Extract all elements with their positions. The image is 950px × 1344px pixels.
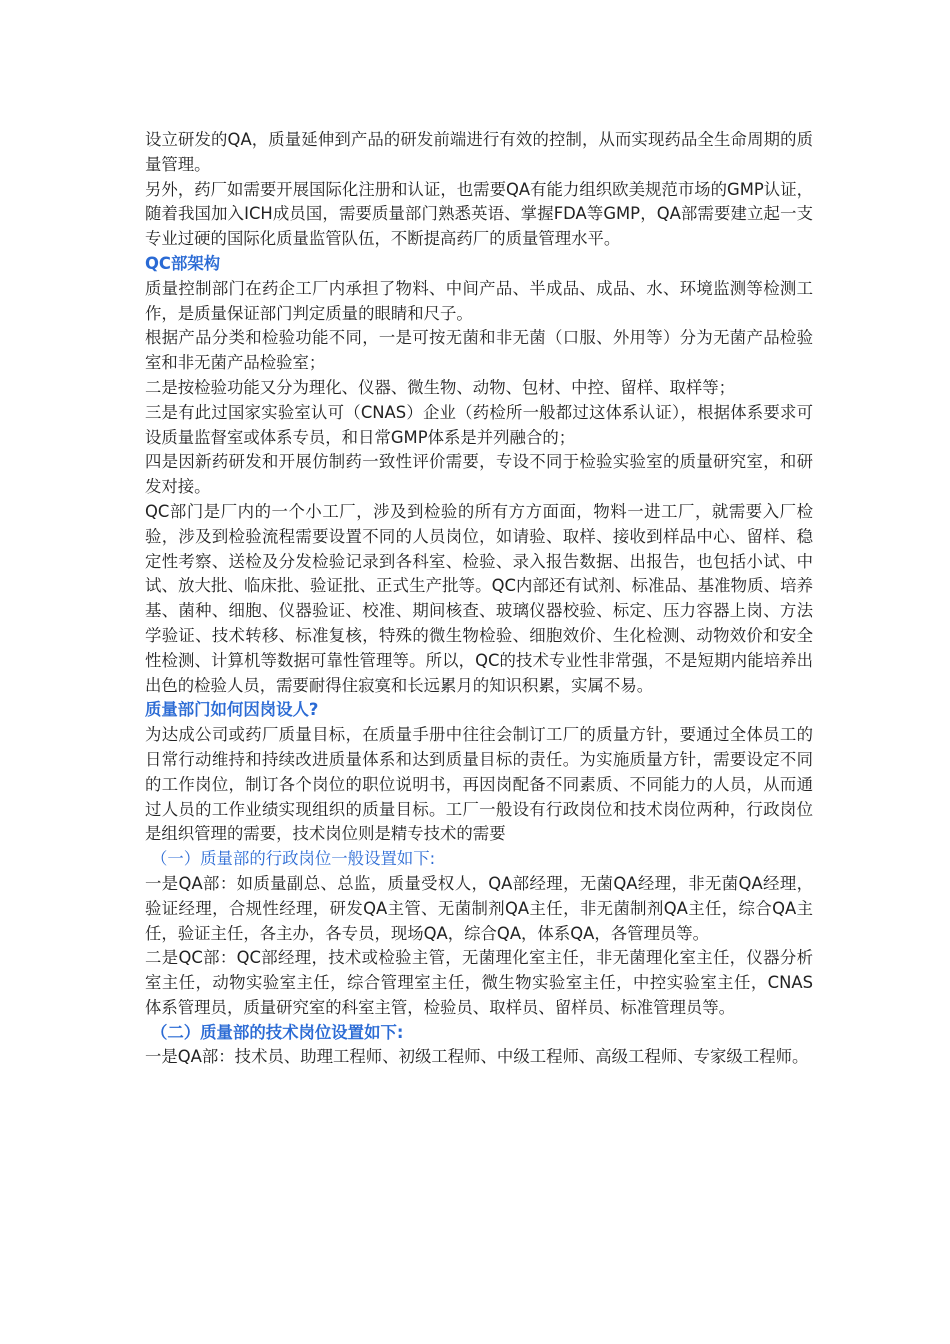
subheading-admin-positions: （一）质量部的行政岗位一般设置如下: (151, 849, 436, 869)
paragraph-qc-cnas: 三是有此过国家实验室认可（CNAS）企业（药检所一般都过这体系认证），根据体系要求可设质量监督室或体系专员，和日常GMP体系是并列融合的； (145, 402, 813, 447)
paragraph-qc-sterile: 根据产品分类和检验功能不同，一是可按无菌和非无菌（口服、外用等）分为无菌产品检验室和非无菌产品检验室； (145, 328, 813, 373)
paragraph-qa-admin: 一是QA部：如质量副总、总监，质量受权人，QA部经理，无菌QA经理，非无菌QA经理，验证经理，合规性经理，研发QA主管、无菌制剂QA主任，非无菌制剂QA主任，综合QA主任，验证主任，各主办，各专员，现场QA，综合QA，体系QA，各管理员等。 (145, 873, 813, 943)
paragraph-qc-admin: 二是QC部：QC部经理，技术或检验主管，无菌理化室主任，非无菌理化室主任，仪器分析室主任，动物实验室主任，综合管理室主任，微生物实验室主任，中控实验室主任，CNAS体系管理员，质量研究室的科室主管，检验员、取样员、留样员、标准管理员等。 (145, 948, 813, 1017)
document-body (145, 128, 813, 1070)
paragraph-qc-research: 四是因新药研发和开展仿制药一致性评价需要，专设不同于检验实验室的质量研究室，和研发对接。 (145, 452, 813, 497)
paragraph-qa-tech: 一是QA部：技术员、助理工程师、初级工程师、中级工程师、高级工程师、专家级工程师。 (145, 1047, 809, 1067)
paragraph-quality-policy: 为达成公司或药厂质量目标，在质量手册中往往会制订工厂的质量方针，要通过全体员工的日常行动维持和持续改进质量体系和达到质量目标的责任。为实施质量方针，需要设定不同的工作岗位，制订各个岗位的职位说明书，再因岗配备不同素质、不同能力的人员，从而通过人员的工作业绩实现组织的质量目标。工厂一般设有行政岗位和技术岗位两种，行政岗位是组织管理的需要，技术岗位则是精专技术的需要 (145, 725, 813, 844)
heading-qc-structure: QC部架构 (145, 253, 221, 273)
paragraph-qa-rd: 设立研发的QA，质量延伸到产品的研发前端进行有效的控制，从而实现药品全生命周期的质量管理。 (145, 130, 813, 174)
paragraph-qc-role: 质量控制部门在药企工厂内承担了物料、中间产品、半成品、成品、水、环境监测等检测工作，是质量保证部门判定质量的眼睛和尺子。 (145, 278, 813, 323)
paragraph-international: 另外，药厂如需要开展国际化注册和认证，也需要QA有能力组织欧美规范市场的GMP认证，随着我国加入ICH成员国，需要质量部门熟悉英语、掌握FDA等GMP，QA部需要建立起一支专业过硬的国际化质量监管队伍，不断提高药厂的质量管理水平。 (145, 179, 813, 249)
heading-dept-staffing: 质量部门如何因岗设人? (145, 700, 319, 720)
paragraph-qc-function: 二是按检验功能又分为理化、仪器、微生物、动物、包材、中控、留样、取样等； (145, 377, 736, 397)
paragraph-qc-small-factory: QC部门是厂内的一个小工厂，涉及到检验的所有方方面面，物料一进工厂，就需要入厂检验，涉及到检验流程需要设置不同的人员岗位，如请验、取样、接收到样品中心、留样、稳定性考察、送检及分发检验记录到各科室、检验、录入报告数据、出报告，也包括小试、中试、放大批、临床批、验证批、正式生产批等。QC内部还有试剂、标准品、基准物质、培养基、菌种、细胞、仪器验证、校准、期间核查、玻璃仪器校验、标定、压力容器上岗、方法学验证、技术转移、标准复核，特殊的微生物检验、细胞效价、生化检测、动物效价和安全性检测、计算机等数据可靠性管理等。所以，QC的技术专业性非常强，不是短期内能培养出出色的检验人员，需要耐得住寂寞和长远累月的知识积累，实属不易。 (145, 501, 813, 695)
subheading-tech-positions: （二）质量部的技术岗位设置如下: (151, 1022, 404, 1042)
